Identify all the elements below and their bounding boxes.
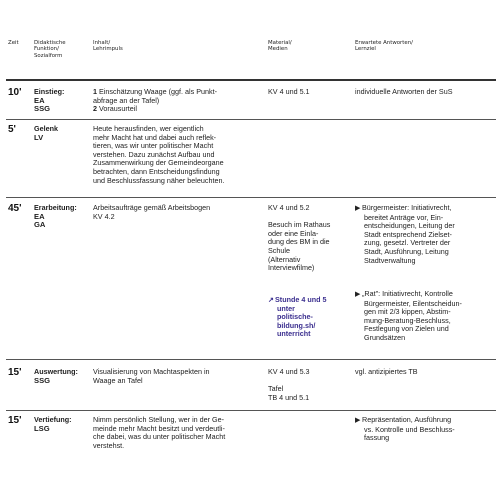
row-content <box>93 368 210 385</box>
material-link[interactable] <box>268 296 327 339</box>
social-form: EA <box>34 211 45 221</box>
material-line: Interviewfilme) <box>268 263 315 273</box>
phase-label: Gelenk <box>34 124 58 133</box>
item-text: Einschätzung Waage (ggf. als Punkt- <box>97 87 217 96</box>
row-time: 15' <box>8 367 22 378</box>
item-text: Vorausurteil <box>97 104 137 114</box>
content-line: che dabei, was du unter politischer Macht <box>93 432 226 442</box>
content-line: tieren, was wir unter politischer Macht <box>93 141 214 151</box>
answer-line: Stadtverwaltung <box>364 255 416 265</box>
row-divider <box>6 119 496 120</box>
answer-line: Bürgermeister, Eilentscheidun- <box>364 298 462 308</box>
material-line: TB 4 und 5.1 <box>268 392 310 402</box>
header-antworten <box>355 40 413 53</box>
answer-line: Stadt, Ausführung, Leitung <box>364 246 449 256</box>
answer-line: entscheidungen, Leitung der <box>364 221 455 231</box>
content-line: Heute herausfinden, wer eigentlich <box>93 124 204 133</box>
answer-line: Festlegung von Zielen und <box>364 324 449 334</box>
header-zeit <box>8 40 19 46</box>
header-zeit-label: Zeit <box>8 40 19 46</box>
content-line: mehr Macht hat und dabei auch reflek- <box>93 132 217 142</box>
material-line: Schule <box>268 245 290 255</box>
header-material-line: Medien <box>268 46 288 53</box>
row-time: 10' <box>8 87 22 98</box>
row-content <box>93 204 210 221</box>
phase-label: Auswertung: <box>34 367 78 376</box>
content-line: verstehst. <box>93 440 125 450</box>
phase-label: Erarbeitung: <box>34 203 77 212</box>
header-inhalt-line: Inhalt/ <box>93 40 111 46</box>
answer-line: vgl. antizipiertes TB <box>355 367 418 376</box>
social-form: SSG <box>34 104 51 114</box>
answer-line: Stadt entsprechend Zielset- <box>364 229 452 239</box>
arrow-icon: ▶ <box>355 291 361 298</box>
row-function <box>34 88 64 114</box>
social-form: SSG <box>34 375 51 385</box>
phase-label: Einstieg: <box>34 87 65 96</box>
link-text[interactable]: politische- <box>277 312 313 322</box>
row-answers <box>355 290 462 343</box>
item-text: abfrage an der Tafel) <box>93 95 160 105</box>
header-material <box>268 40 292 53</box>
answer-line: bereitet Anträge vor, Ein- <box>364 212 444 222</box>
row-material <box>268 204 330 273</box>
row-material <box>268 88 310 97</box>
header-inhalt <box>93 40 123 53</box>
row-function <box>34 416 72 433</box>
row-time: 45' <box>8 203 22 214</box>
material-line: KV 4 und 5.2 <box>268 203 310 212</box>
content-line: Arbeitsaufträge gemäß Arbeitsbogen <box>93 203 211 212</box>
link-text[interactable]: unterricht <box>277 329 311 339</box>
row-time: 5' <box>8 124 16 135</box>
phase-label: Vertiefung: <box>34 415 72 424</box>
content-line: verstehen. Dazu zunächst Aufbau und <box>93 149 215 159</box>
material-line: Tafel <box>268 384 284 394</box>
content-line: Waage an Tafel <box>93 375 143 385</box>
link-text[interactable]: Stunde 4 und 5 <box>275 295 327 304</box>
answer-line: mung-Beratung-Beschluss, <box>364 315 451 325</box>
item-number: 2 <box>93 104 97 114</box>
row-answers <box>355 368 418 377</box>
social-form: LSG <box>34 423 50 433</box>
material-line: Besuch im Rathaus <box>268 220 331 230</box>
link-text[interactable]: bildung.sh/ <box>277 320 316 330</box>
content-line: und Beschlussfassung näher beleuchten. <box>93 175 225 185</box>
answer-line: vs. Kontrolle und Beschluss- <box>364 424 455 434</box>
header-funktion-line: Funktion/ <box>34 46 59 53</box>
row-answers <box>355 204 455 265</box>
arrow-icon: ▶ <box>355 205 361 212</box>
content-line: meinde mehr Macht besitzt und verdeutli- <box>93 423 225 433</box>
content-line: Visualisierung von Machtaspekten in <box>93 367 210 376</box>
material-line: (Alternativ <box>268 254 301 264</box>
row-function <box>34 125 58 142</box>
material-line: oder eine Einla- <box>268 228 319 238</box>
row-function <box>34 204 77 230</box>
row-divider <box>6 197 496 198</box>
row-time: 15' <box>8 415 22 426</box>
answer-text: Repräsentation, Ausführung <box>362 415 452 424</box>
answer-line: gen mit 2/3 kippen, Abstim- <box>364 307 451 317</box>
row-answers <box>355 88 453 97</box>
header-antworten-line: Erwartete Antworten/ <box>355 40 413 46</box>
content-line <box>93 105 217 114</box>
header-antworten-line: Lernziel <box>355 46 376 53</box>
material-line: KV 4 und 5.1 <box>268 87 310 96</box>
row-answers <box>355 416 455 443</box>
link-text[interactable]: unter <box>277 303 295 313</box>
row-content <box>93 125 224 185</box>
row-material <box>268 368 310 402</box>
social-form: GA <box>34 220 46 230</box>
answer-line: Grundsätzen <box>364 332 406 342</box>
header-funktion <box>34 40 66 59</box>
external-link-icon: ↗ <box>268 295 275 304</box>
material-line: KV 4 und 5.3 <box>268 367 310 376</box>
header-material-line: Material/ <box>268 40 292 46</box>
answer-text: „Rat": Initiativrecht, Kontrolle <box>362 289 453 298</box>
arrow-icon: ▶ <box>355 417 361 424</box>
row-function <box>34 368 78 385</box>
header-divider <box>6 79 496 81</box>
content-line: betrachten, dann Entscheidungsfindung <box>93 166 220 176</box>
row-divider <box>6 359 496 360</box>
content-line: KV 4.2 <box>93 211 115 221</box>
content-line: Nimm persönlich Stellung, wer in der Ge- <box>93 415 225 424</box>
answer-line: zung, gesetzl. Vertreter der <box>364 238 451 248</box>
material-line: dung des BM in die <box>268 237 330 247</box>
row-divider <box>6 410 496 411</box>
header-funktion-line: Didaktische <box>34 40 66 46</box>
social-form: EA <box>34 95 45 105</box>
answer-text: Bürgermeister: Initiativrecht, <box>362 203 452 212</box>
content-line: Zusammenwirkung der Gemeindeorgane <box>93 158 224 168</box>
answer-line: fassung <box>364 433 390 443</box>
header-funktion-line: Sozialform <box>34 52 63 59</box>
item-number: 1 <box>93 87 97 96</box>
header-inhalt-line: Lehrimpuls <box>93 46 123 53</box>
row-content <box>93 416 225 450</box>
social-form: LV <box>34 132 44 142</box>
row-content <box>93 88 217 114</box>
answer-line: individuelle Antworten der SuS <box>355 87 453 96</box>
